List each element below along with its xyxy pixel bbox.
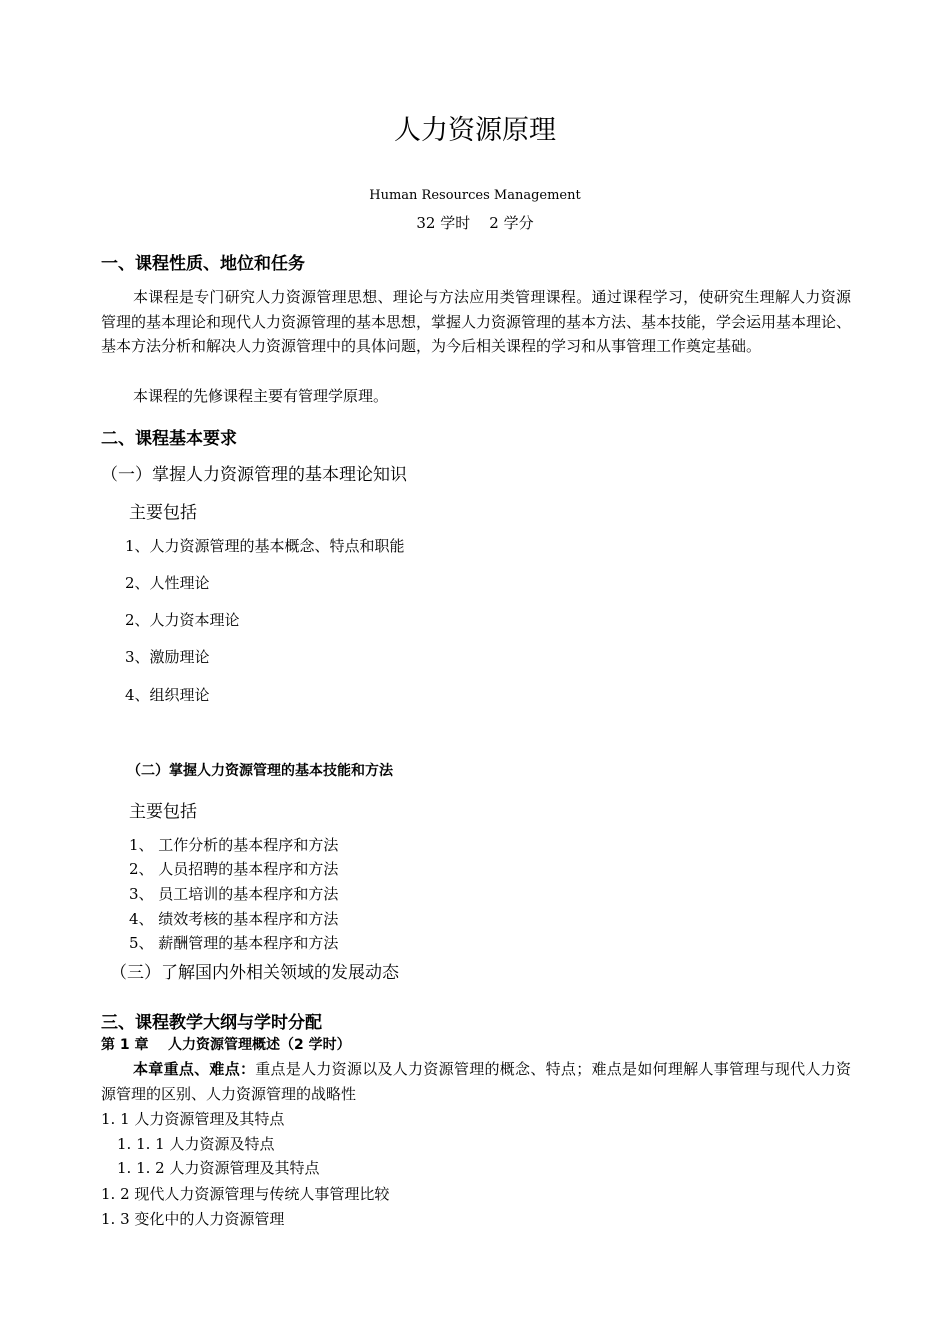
- list-item: 4、 绩效考核的基本程序和方法: [129, 910, 339, 928]
- chapter-1-key-points: [101, 1057, 851, 1106]
- list-item: 4、组织理论: [125, 686, 210, 704]
- section-1-paragraph-1: 本课程是专门研究人力资源管理思想、理论与方法应用类管理课程。通过课程学习，使研究生理解人力资源管理的基本理论和现代人力资源管理的基本思想，掌握人力资源管理的基本方法、基本技能，学会运用基本理论、基本方法分析和解决人力资源管理中的具体问题，为今后相关课程的学习和从事管理工作奠定基础。: [101, 288, 852, 356]
- list-item: 3、激励理论: [125, 648, 210, 666]
- course-hours-credits: 32 学时 2 学分: [416, 214, 534, 232]
- subsection-2-heading: （二）掌握人力资源管理的基本技能和方法: [127, 763, 393, 779]
- toc-item: 1. 2 现代人力资源管理与传统人事管理比较: [101, 1185, 390, 1203]
- section-3-heading: 三、课程教学大纲与学时分配: [101, 1013, 322, 1033]
- key-points-label: 本章重点、难点：: [133, 1060, 256, 1078]
- section-1-heading: 一、课程性质、地位和任务: [101, 254, 305, 274]
- list-item: 2、人力资本理论: [125, 611, 240, 629]
- subsection-1-lead: 主要包括: [129, 503, 197, 523]
- subsection-2-lead: 主要包括: [129, 802, 197, 822]
- chapter-1-title: 第 1 章 人力资源管理概述（2 学时）: [101, 1037, 351, 1053]
- list-item: 3、 员工培训的基本程序和方法: [129, 885, 339, 903]
- key-points-text: 重点是人力资源以及人力资源管理的概念、特点；难点是如何理解人事管理与现代人力资源管理的区别、人力资源管理的战略性: [101, 1060, 851, 1103]
- section-1-paragraph-2: 本课程的先修课程主要有管理学原理。: [133, 387, 389, 405]
- subsection-3-heading: （三）了解国内外相关领域的发展动态: [110, 963, 399, 983]
- list-item: 5、 薪酬管理的基本程序和方法: [129, 934, 339, 952]
- list-item: 2、人性理论: [125, 574, 210, 592]
- toc-item: 1. 3 变化中的人力资源管理: [101, 1210, 285, 1228]
- subsection-1-heading: （一）掌握人力资源管理的基本理论知识: [101, 465, 407, 485]
- document-subtitle: Human Resources Management: [369, 188, 581, 203]
- document-title: 人力资源原理: [394, 115, 556, 146]
- list-item: 2、 人员招聘的基本程序和方法: [129, 860, 339, 878]
- toc-item: 1. 1. 2 人力资源管理及其特点: [117, 1159, 320, 1177]
- list-item: 1、人力资源管理的基本概念、特点和职能: [125, 537, 405, 555]
- toc-item: 1. 1. 1 人力资源及特点: [117, 1135, 275, 1153]
- section-2-heading: 二、课程基本要求: [101, 429, 237, 449]
- list-item: 1、 工作分析的基本程序和方法: [129, 836, 339, 854]
- toc-item: 1. 1 人力资源管理及其特点: [101, 1110, 285, 1128]
